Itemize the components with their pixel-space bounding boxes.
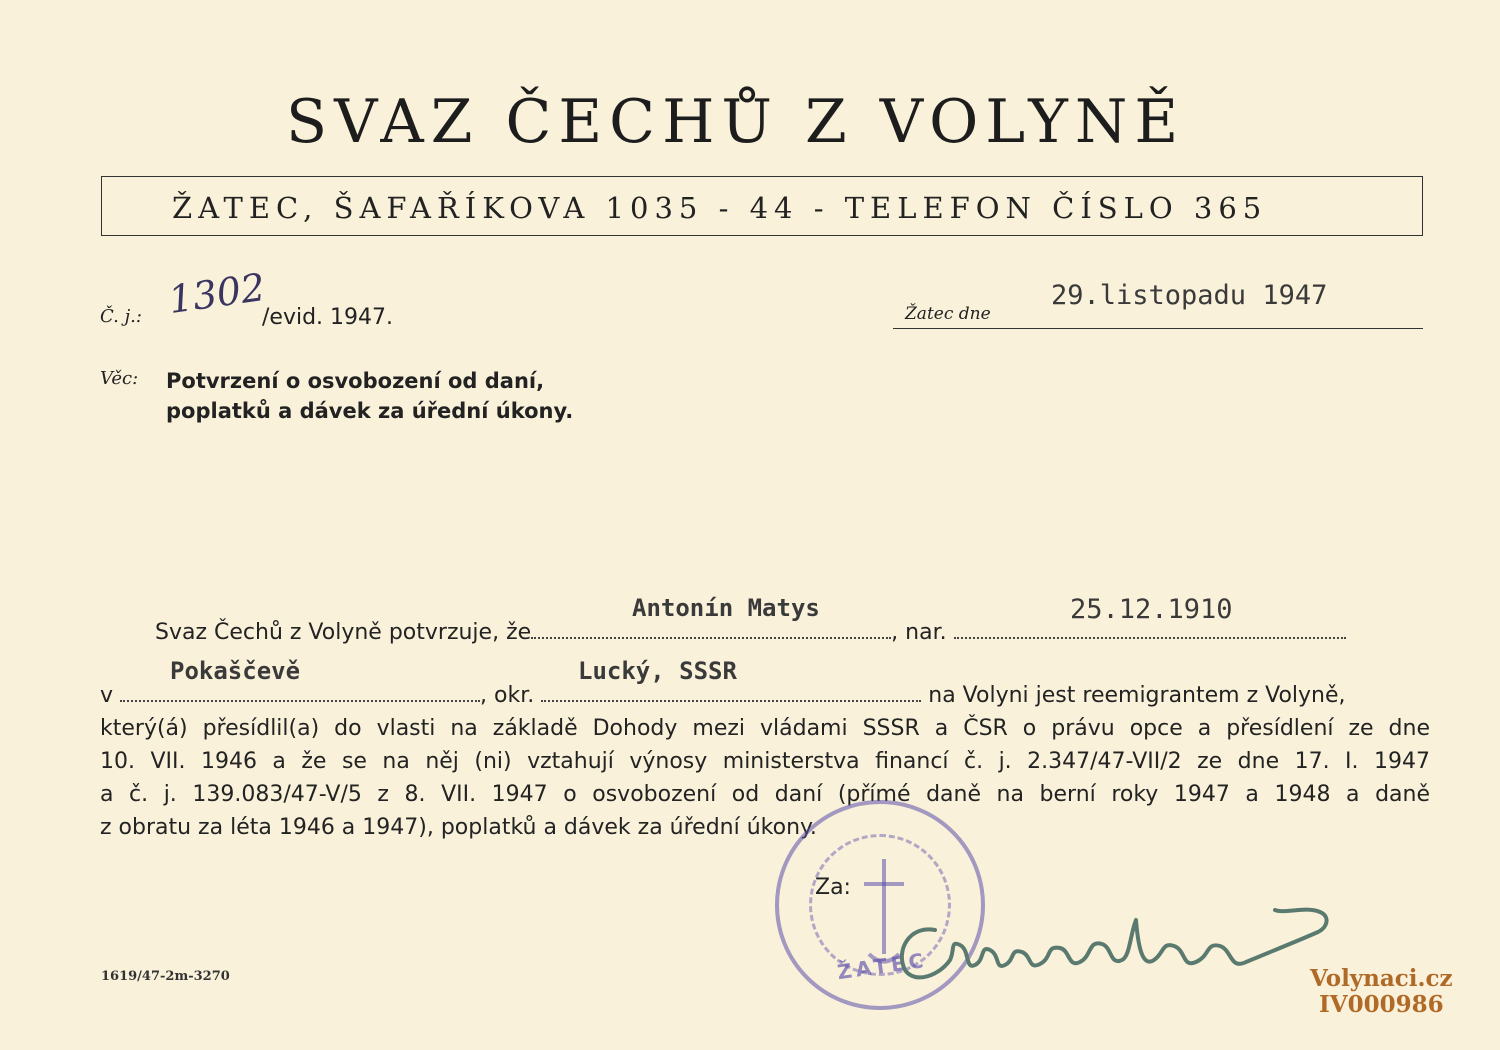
- subject-line-2: poplatků a dávek za úřední úkony.: [166, 399, 574, 423]
- okr-label: , okr.: [480, 683, 535, 708]
- body-line-4: 10. VII. 1946 a že se na něj (ni) vztahují výnosy ministerstva financí č. j. 2.347/47-VII/2 ze dne 17. I. 1947: [100, 749, 1430, 774]
- name-dotted-line: [531, 623, 891, 639]
- date-label: Žatec dne: [905, 304, 991, 324]
- body-line-2: [100, 683, 1346, 708]
- district: Lucký, SSSR: [578, 657, 737, 685]
- watermark: [1310, 966, 1453, 1018]
- subject-label: Věc:: [100, 368, 139, 389]
- subject-line-1: Potvrzení o osvobození od daní,: [166, 369, 545, 393]
- reference-label: Č. j.:: [100, 306, 142, 327]
- watermark-line-1: Volynaci.cz: [1310, 965, 1453, 992]
- print-note: 1619/47-2m-3270: [101, 969, 230, 984]
- born-label: , nar.: [891, 620, 947, 645]
- body-line-1: [155, 620, 1346, 645]
- body-line-3: který(á) přesídlil(a) do vlasti na základě Dohody mezi vládami SSSR a ČSR o právu opce a přesídlení ze dne: [100, 716, 1430, 741]
- person-name: Antonín Matys: [632, 594, 820, 622]
- watermark-line-2: IV000986: [1319, 991, 1444, 1018]
- district-dotted-line: [541, 686, 921, 702]
- subject-text: [166, 366, 573, 426]
- body-line-6: z obratu za léta 1946 a 1947), poplatků a dávek za úřední úkony.: [100, 815, 817, 840]
- body-line-5: a č. j. 139.083/47-V/5 z 8. VII. 1947 o osvobození od daní (přímé daně na berní roky 1947 a 1948 a daně: [100, 782, 1430, 807]
- date-underline: [893, 328, 1423, 329]
- stamp-text: ŽATEC: [835, 947, 929, 985]
- za-label: Za:: [815, 875, 851, 900]
- reference-handwritten-number: 1302: [165, 264, 268, 322]
- birth-place: Pokaščevě: [170, 657, 301, 685]
- v-label: v: [100, 683, 114, 708]
- birth-date: 25.12.1910: [1070, 594, 1233, 625]
- place-dotted-line: [120, 686, 480, 702]
- reference-suffix: /evid. 1947.: [262, 305, 394, 330]
- organization-address: ŽATEC, ŠAFAŘÍKOVA 1035 - 44 - TELEFON ČÍSLO 365: [172, 191, 1268, 225]
- handwritten-signature-icon: [880, 890, 1340, 990]
- date-value: 29.listopadu 1947: [1051, 280, 1328, 311]
- intro-text: Svaz Čechů z Volyně potvrzuje, že: [155, 620, 532, 645]
- body-line-2-end: na Volyni jest reemigrantem z Volyně,: [928, 683, 1346, 708]
- birth-date-dotted-line: [954, 623, 1346, 639]
- organization-title: SVAZ ČECHŮ Z VOLYNĚ: [286, 87, 1186, 157]
